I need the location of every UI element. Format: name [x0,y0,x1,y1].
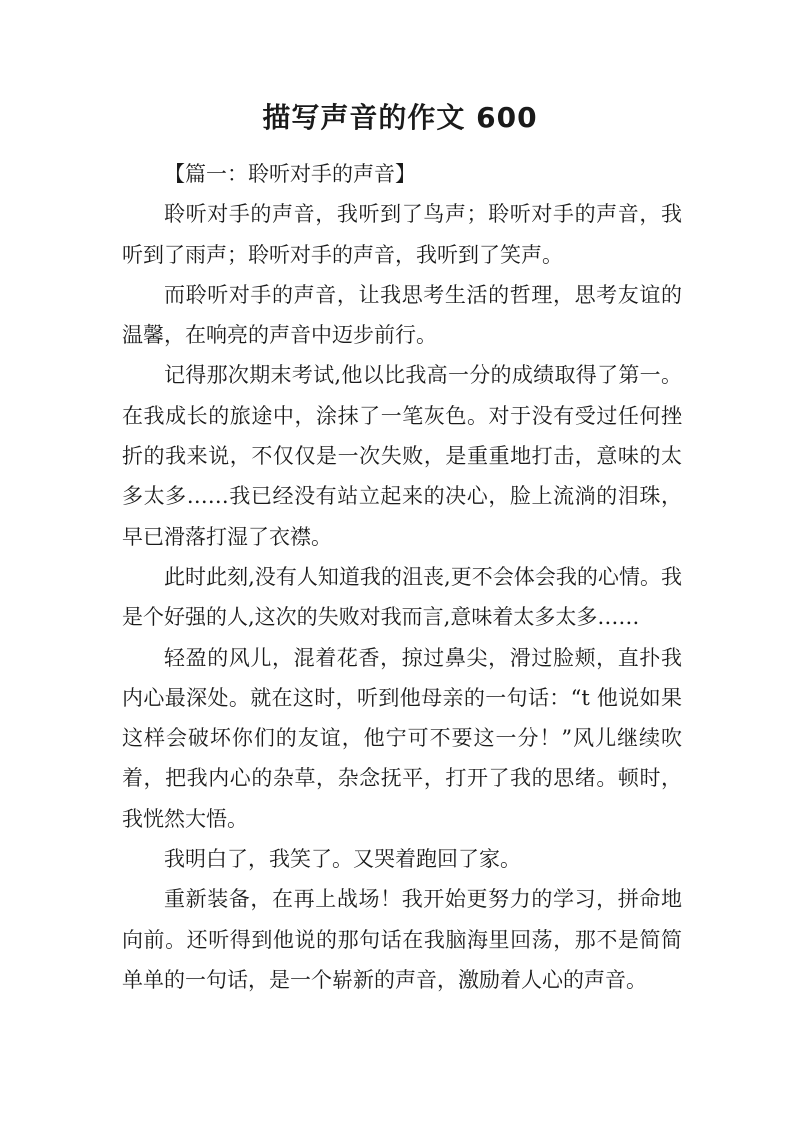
paragraph-7: 重新装备，在再上战场！我开始更努力的学习，拼命地向前。还听得到他说的那句话在我脑海里回荡，那不是简简单单的一句话，是一个崭新的声音，激励着人心的声音。 [122,887,682,992]
paragraph-5: 轻盈的风儿，混着花香，掠过鼻尖，滑过脸颊，直扑我内心最深处。就在这时，听到他母亲的一句话：“t 他说如果这样会破坏你们的友谊，他宁可不要这一分！”风儿继续吹着，把我内心的杂草，杂念抚平，打开了我的思绪。顿时，我恍然大悟。 [122,645,682,831]
paragraph-6: 我明白了，我笑了。又哭着跑回了家。 [164,847,521,872]
paragraph-4: 此时此刻,没有人知道我的沮丧,更不会体会我的心情。我是个好强的人,这次的失败对我而言,意味着太多太多…… [122,564,682,630]
paragraph-2: 而聆听对手的声音，让我思考生活的哲理，思考友谊的温馨，在响亮的声音中迈步前行。 [122,282,682,348]
section-heading: 【篇一：聆听对手的声音】 [164,162,416,186]
paragraph-1: 聆听对手的声音，我听到了鸟声；聆听对手的声音，我听到了雨声；聆听对手的声音，我听到了笑声。 [122,202,682,267]
paragraph-3: 记得那次期末考试,他以比我高一分的成绩取得了第一。在我成长的旅途中，涂抹了一笔灰色。对于没有受过任何挫折的我来说，不仅仅是一次失败，是重重地打击，意味的太多太多……我已经没有站立起来的决心，脸上流淌的泪珠，早已滑落打湿了衣襟。 [122,363,682,549]
document-title: 描写声音的作文 600 [262,101,538,134]
document-body [122,154,682,1000]
